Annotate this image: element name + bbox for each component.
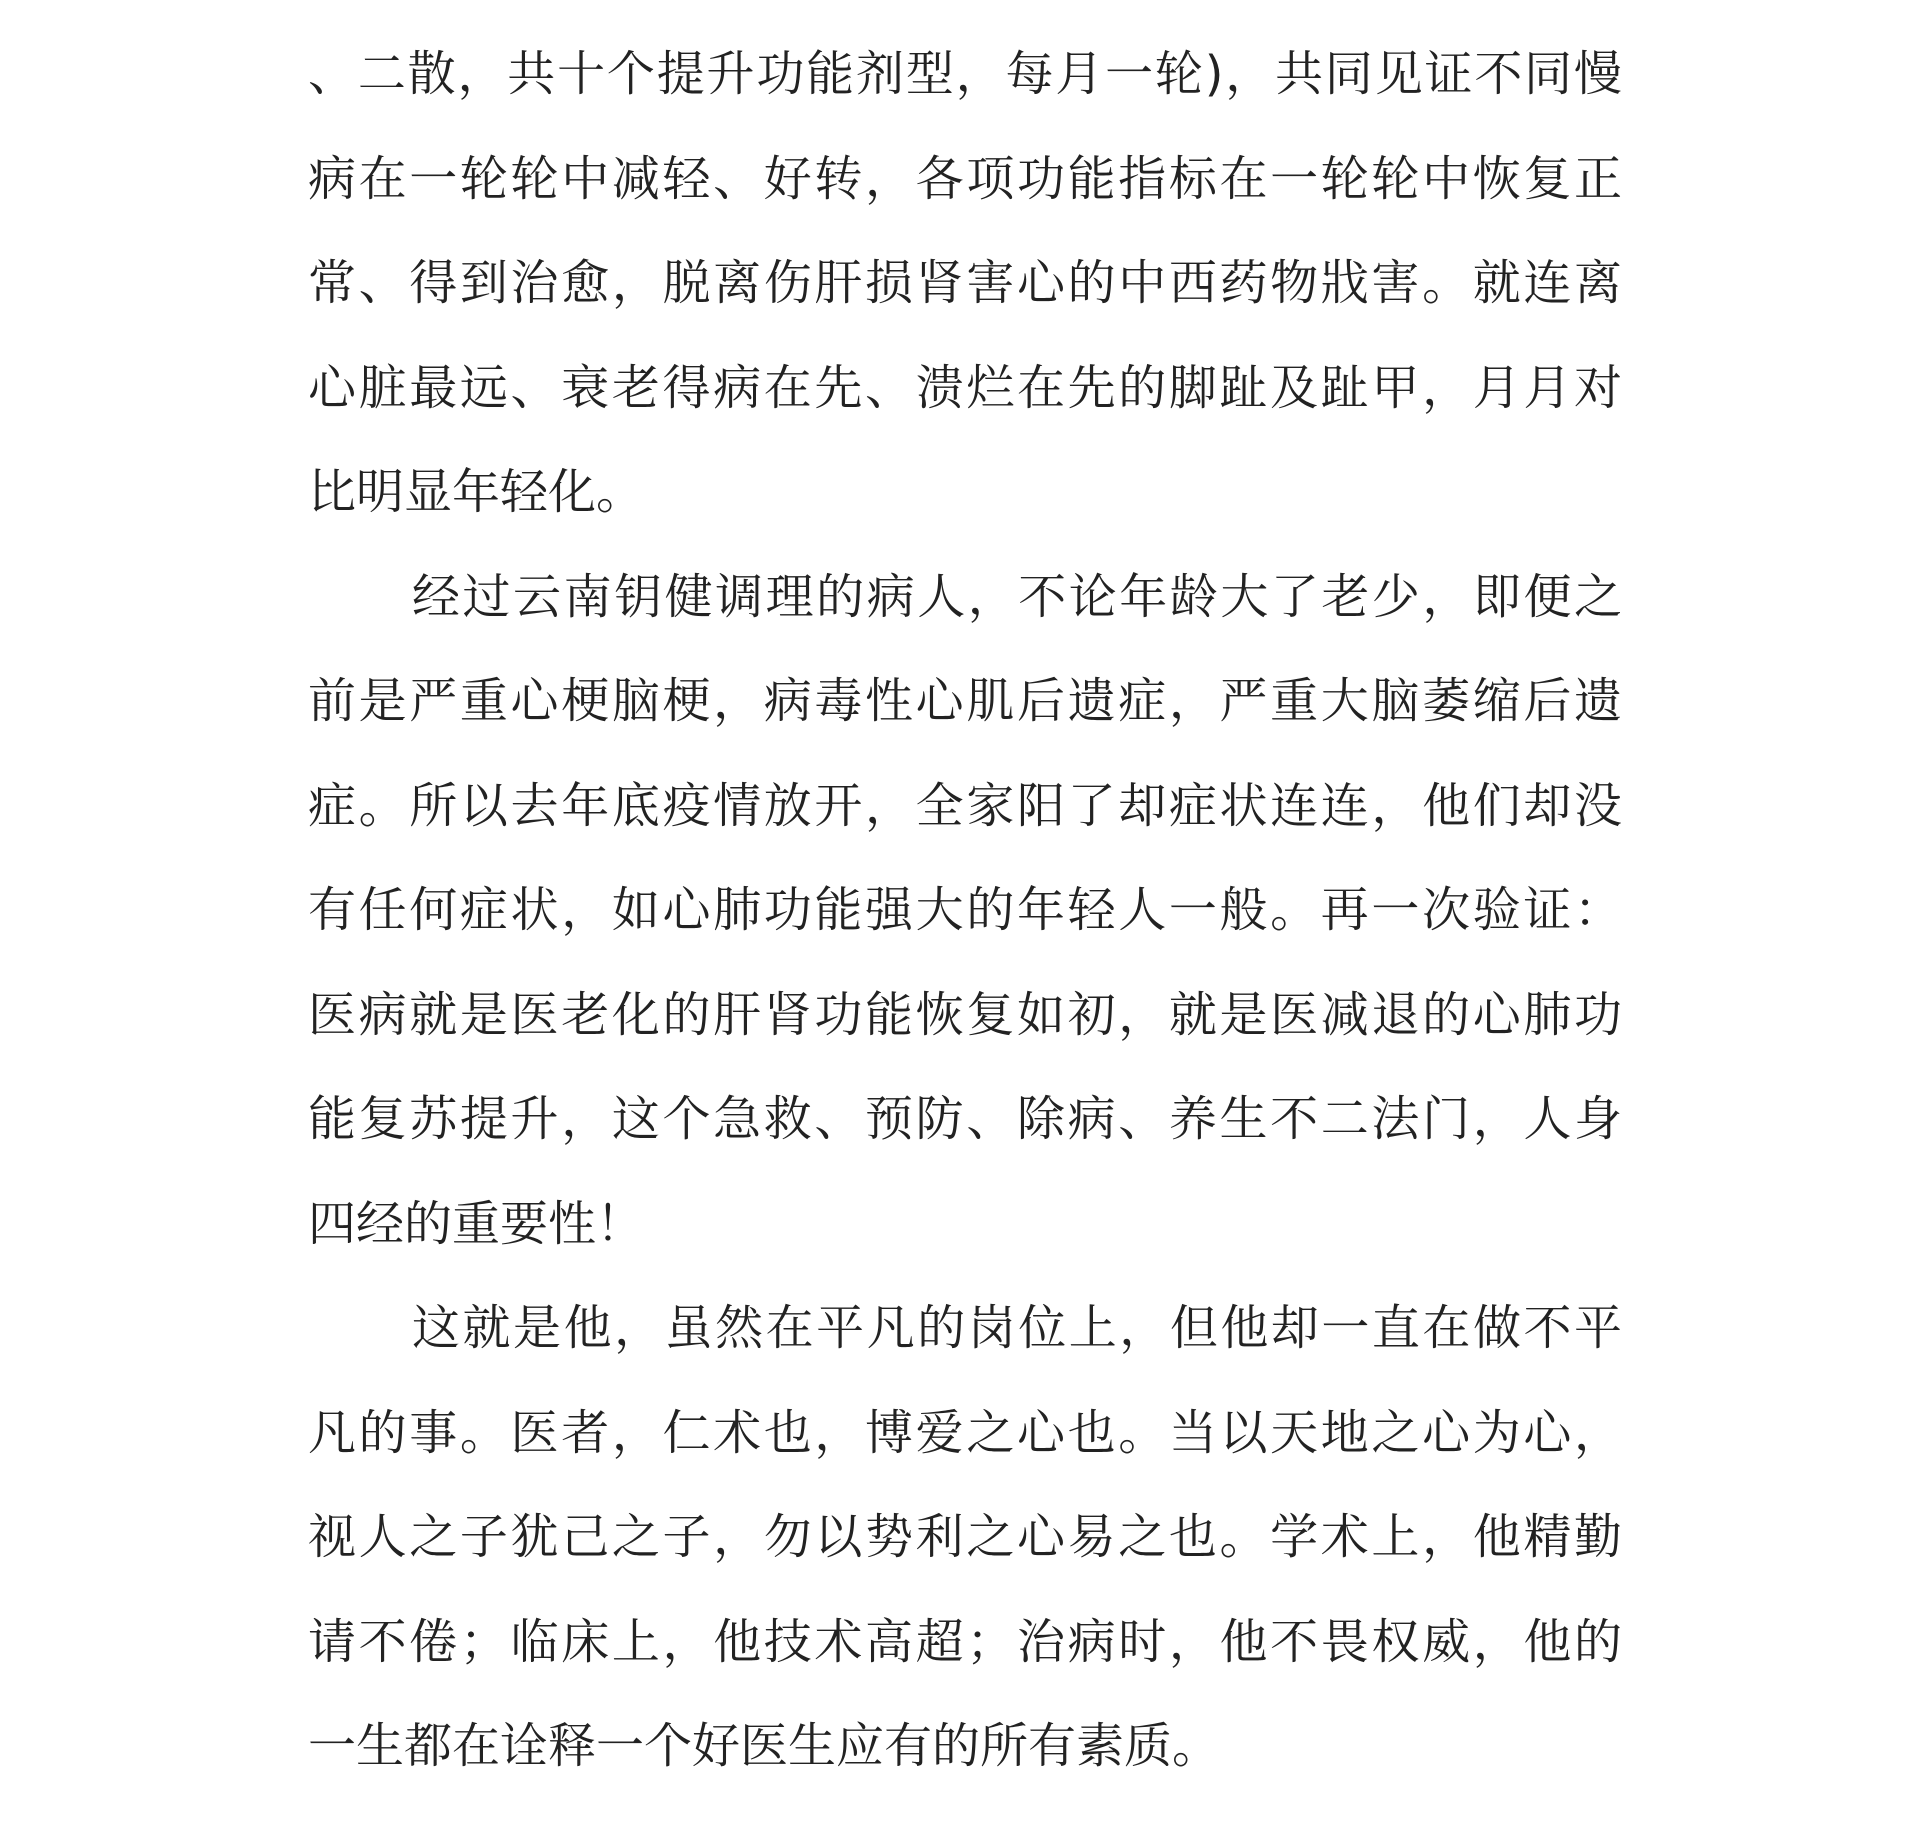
paragraph-2 [308,545,1622,1277]
text-line: 症。所以去年底疫情放开，全家阳了却症状连连，他们却没 [308,777,1622,834]
text-line: 经过云南钥健调理的病人，不论年龄大了老少，即便之 [412,568,1622,625]
text-line: 凡的事。医者，仁术也，博爱之心也。当以天地之心为心， [308,1404,1622,1461]
text-line: 、二散，共十个提升功能剂型，每月一轮)，共同见证不同慢 [308,46,1622,102]
text-line: 有任何症状，如心肺功能强大的年轻人一般。再一次验证： [308,882,1622,938]
text-line: 心脏最远、衰老得病在先、溃烂在先的脚趾及趾甲，月月对 [308,359,1622,416]
text-line: 一生都在诠释一个好医生应有的所有素质。 [308,1718,1221,1774]
text-line: 常、得到治愈，脱离伤肝损肾害心的中西药物戕害。就连离 [308,255,1622,311]
text-line: 视人之子犹己之子，勿以势利之心易之也。学术上，他精勤 [308,1509,1622,1565]
article-body [308,22,1622,1799]
text-line: 医病就是医老化的肝肾功能恢复如初，就是医减退的心肺功 [308,986,1622,1043]
text-line: 这就是他，虽然在平凡的岗位上，但他却一直在做不平 [412,1300,1622,1356]
text-line: 前是严重心梗脑梗，病毒性心肌后遗症，严重大脑萎缩后遗 [308,673,1622,729]
text-line: 请不倦；临床上，他技术高超；治病时，他不畏权威，他的 [308,1613,1622,1670]
text-line: 能复苏提升，这个急救、预防、除病、养生不二法门，人身 [308,1091,1622,1147]
text-line: 四经的重要性！ [308,1195,645,1252]
paragraph-1 [308,22,1622,545]
text-line: 比明显年轻化。 [308,464,645,520]
paragraph-3 [308,1276,1622,1799]
text-line: 病在一轮轮中减轻、好转，各项功能指标在一轮轮中恢复正 [308,150,1622,207]
